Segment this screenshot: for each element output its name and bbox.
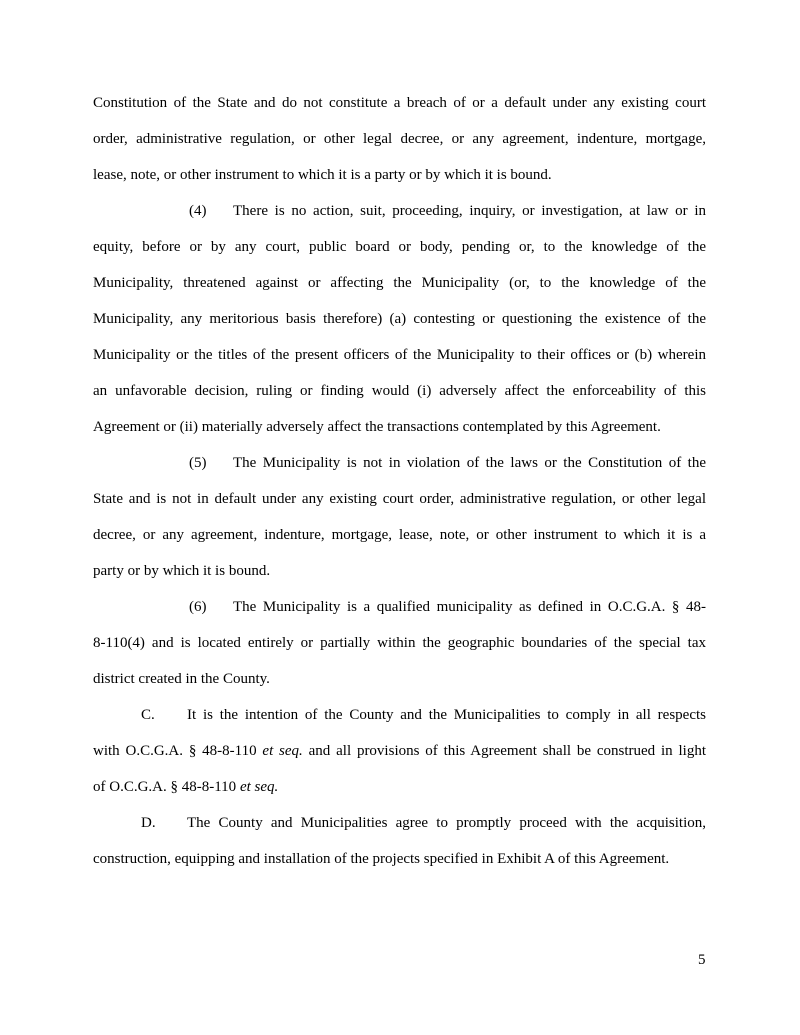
text-line — [93, 517, 706, 553]
text-line — [93, 157, 706, 193]
text-segment: State and is not in default under any existing court order, administrative regulation, or other legal — [93, 491, 706, 507]
italic-text: et seq. — [262, 743, 303, 759]
text-line — [93, 661, 706, 697]
text-segment: Constitution of the State and do not constitute a breach of or a default under any existing court — [93, 95, 706, 111]
paragraph — [93, 697, 706, 805]
text-segment: party or by which it is bound. — [93, 563, 271, 579]
text-segment: construction, equipping and installation of the projects specified in Exhibit A of this Agreement. — [93, 851, 670, 867]
text-segment: an unfavorable decision, ruling or finding would (i) adversely affect the enforceability of this — [93, 383, 706, 399]
text-segment: Agreement or (ii) materially adversely affect the transactions contemplated by this Agreement. — [93, 419, 661, 435]
text-line — [93, 589, 706, 625]
text-line — [93, 841, 706, 877]
text-line — [93, 553, 706, 589]
text-line — [93, 229, 706, 265]
text-segment: Municipality, threatened against or affecting the Municipality (or, to the knowledge of the — [93, 275, 706, 291]
italic-text: et seq. — [239, 779, 279, 795]
text-line — [93, 265, 706, 301]
text-segment: It is the intention of the County and the Municipalities to comply in all respects — [187, 707, 706, 723]
text-line — [93, 193, 706, 229]
text-line — [93, 85, 706, 121]
text-line — [93, 733, 706, 769]
paragraph-label: (6) — [189, 599, 207, 615]
text-segment: 8-110(4) and is located entirely or partially within the geographic boundaries of the special tax — [93, 635, 706, 651]
text-line — [93, 409, 706, 445]
text-segment: and all provisions of this Agreement shall be construed in light — [302, 743, 706, 759]
text-segment: order, administrative regulation, or other legal decree, or any agreement, indenture, mortgage, — [93, 131, 706, 147]
paragraph — [93, 85, 706, 193]
text-line — [93, 445, 706, 481]
text-line — [93, 481, 706, 517]
text-line — [93, 301, 706, 337]
text-segment: The Municipality is a qualified municipality as defined in O.C.G.A. § 48- — [233, 599, 706, 615]
text-line — [93, 337, 706, 373]
text-line — [93, 697, 706, 733]
paragraph — [93, 445, 706, 589]
text-segment: of O.C.G.A. § 48-8-110 — [93, 779, 240, 795]
text-line — [93, 805, 706, 841]
text-segment: The County and Municipalities agree to promptly proceed with the acquisition, — [187, 815, 706, 831]
text-segment: district created in the County. — [93, 671, 270, 687]
text-segment: lease, note, or other instrument to which it is a party or by which it is bound. — [93, 167, 552, 183]
paragraph — [93, 193, 706, 445]
page-number: 5 — [698, 952, 706, 968]
document-body — [93, 85, 706, 877]
text-segment: with O.C.G.A. § 48-8-110 — [93, 743, 263, 759]
text-segment: There is no action, suit, proceeding, inquiry, or investigation, at law or in — [233, 203, 706, 219]
paragraph-label: (4) — [189, 203, 207, 219]
text-segment: Municipality or the titles of the present officers of the Municipality to their offices or (b) wherein — [93, 347, 706, 363]
text-line — [93, 373, 706, 409]
paragraph-label: (5) — [189, 455, 207, 471]
paragraph-label: C. — [141, 707, 155, 723]
text-line — [93, 769, 706, 805]
paragraph — [93, 589, 706, 697]
paragraph-label: D. — [141, 815, 156, 831]
text-segment: decree, or any agreement, indenture, mortgage, lease, note, or other instrument to which it is a — [93, 527, 706, 543]
text-segment: Municipality, any meritorious basis therefore) (a) contesting or questioning the existence of the — [93, 311, 706, 327]
paragraph — [93, 805, 706, 877]
text-line — [93, 625, 706, 661]
text-segment: equity, before or by any court, public board or body, pending or, to the knowledge of the — [93, 239, 706, 255]
text-line — [93, 121, 706, 157]
text-segment: The Municipality is not in violation of the laws or the Constitution of the — [233, 455, 706, 471]
